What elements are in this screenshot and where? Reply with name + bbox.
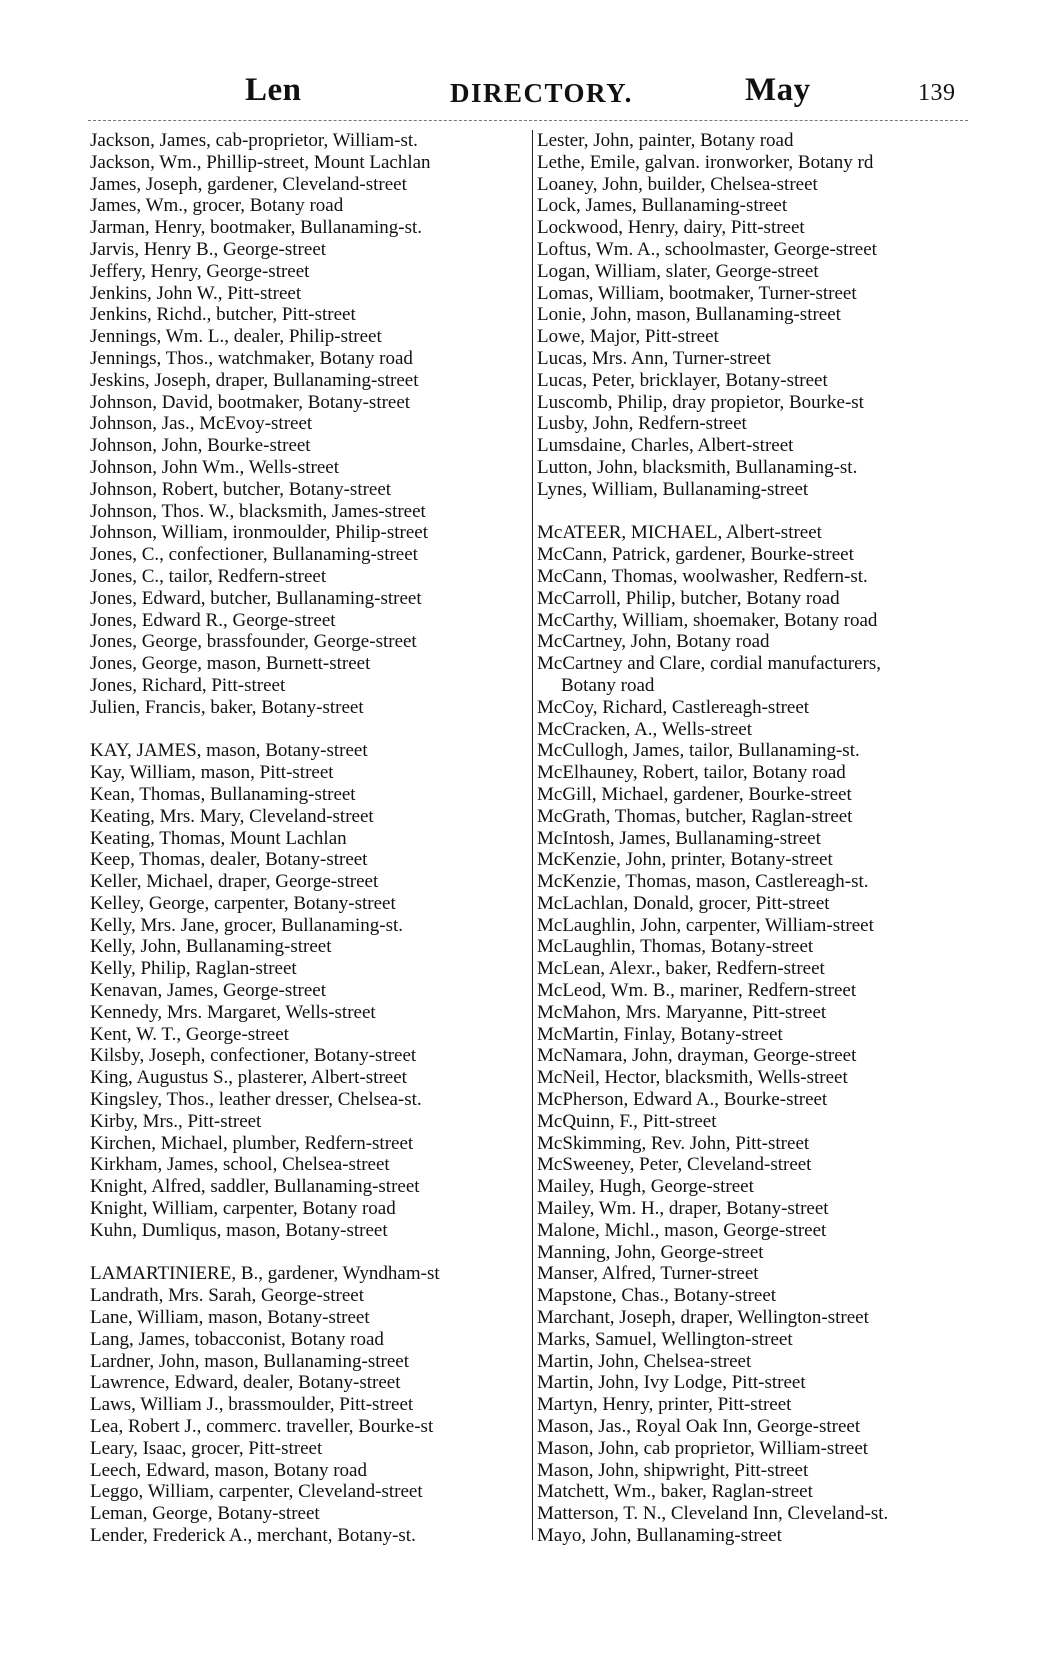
directory-entry: Mailey, Hugh, George-street — [537, 1176, 754, 1198]
directory-entry: Marchant, Joseph, draper, Wellington-street — [537, 1307, 869, 1329]
section-gap — [90, 1242, 530, 1264]
directory-entry: McElhauney, Robert, tailor, Botany road — [537, 762, 846, 784]
section-gap — [90, 719, 530, 741]
directory-entry: Johnson, Thos. W., blacksmith, James-street — [90, 500, 426, 522]
directory-entry: Lutton, John, blacksmith, Bullanaming-st. — [537, 456, 858, 478]
directory-entry: Lane, William, mason, Botany-street — [90, 1307, 370, 1329]
directory-entry: Kay, William, mason, Pitt-street — [90, 762, 334, 784]
directory-entry: McSweeney, Peter, Cleveland-street — [537, 1154, 812, 1176]
directory-entry: Johnson, William, ironmoulder, Philip-street — [90, 522, 428, 544]
directory-entry: McPherson, Edward A., Bourke-street — [537, 1089, 828, 1111]
directory-entry: Mayo, John, Bullanaming-street — [537, 1525, 782, 1546]
directory-entry: Malone, Michl., mason, George-street — [537, 1219, 827, 1241]
directory-entry: Mapstone, Chas., Botany-street — [537, 1285, 777, 1307]
directory-entry: LAMARTINIERE, B., gardener, Wyndham-st — [90, 1263, 440, 1285]
directory-entry: Mason, Jas., Royal Oak Inn, George-street — [537, 1416, 861, 1438]
directory-entry: Luscomb, Philip, dray propietor, Bourke-st — [537, 391, 864, 413]
directory-entry: Matchett, Wm., baker, Raglan-street — [537, 1481, 813, 1503]
directory-entry: McMahon, Mrs. Maryanne, Pitt-street — [537, 1001, 827, 1023]
directory-entry: Kelly, Philip, Raglan-street — [90, 958, 297, 980]
directory-entry: Leech, Edward, mason, Botany road — [90, 1459, 367, 1481]
directory-entry: Mailey, Wm. H., draper, Botany-street — [537, 1198, 829, 1220]
directory-entry: Jennings, Wm. L., dealer, Philip-street — [90, 326, 382, 348]
directory-entry: McGill, Michael, gardener, Bourke-street — [537, 783, 852, 805]
directory-entry: McKenzie, John, printer, Botany-street — [537, 849, 833, 871]
header-title: DIRECTORY. — [450, 78, 633, 108]
directory-entry: Jenkins, John W., Pitt-street — [90, 282, 302, 304]
section-gap — [537, 501, 969, 523]
directory-entry: McNeil, Hector, blacksmith, Wells-street — [537, 1067, 848, 1089]
directory-entry: McLaughlin, Thomas, Botany-street — [537, 936, 814, 958]
column-divider — [532, 130, 533, 1540]
directory-entry: Jarman, Henry, bootmaker, Bullanaming-st. — [90, 217, 423, 239]
directory-entry: McCracken, A., Wells-street — [537, 718, 752, 740]
directory-entry: Leary, Isaac, grocer, Pitt-street — [90, 1437, 323, 1459]
directory-entry: Keep, Thomas, dealer, Botany-street — [90, 849, 368, 871]
directory-entry: Laws, William J., brassmoulder, Pitt-street — [90, 1394, 414, 1416]
directory-entry: Martin, John, Ivy Lodge, Pitt-street — [537, 1372, 806, 1394]
directory-entry: Kennedy, Mrs. Margaret, Wells-street — [90, 1001, 376, 1023]
directory-entry: Keating, Thomas, Mount Lachlan — [90, 827, 347, 849]
directory-entry: Lucas, Peter, bricklayer, Botany-street — [537, 369, 828, 391]
directory-entry: McNamara, John, drayman, George-street — [537, 1045, 857, 1067]
directory-entry: Kelley, George, carpenter, Botany-street — [90, 892, 396, 914]
header-divider — [88, 120, 968, 121]
directory-entry: Julien, Francis, baker, Botany-street — [90, 696, 364, 718]
directory-entry: Loaney, John, builder, Chelsea-street — [537, 173, 818, 195]
directory-entry: Kelly, Mrs. Jane, grocer, Bullanaming-st. — [90, 914, 404, 936]
directory-entry: Johnson, John, Bourke-street — [90, 435, 311, 457]
directory-entry: Lethe, Emile, galvan. ironworker, Botany rd — [537, 151, 874, 173]
directory-entry: McLachlan, Donald, grocer, Pitt-street — [537, 892, 830, 914]
directory-entry: Kean, Thomas, Bullanaming-street — [90, 783, 356, 805]
directory-entry: Johnson, John Wm., Wells-street — [90, 456, 339, 478]
directory-entry: McGrath, Thomas, butcher, Raglan-street — [537, 805, 853, 827]
directory-entry: Keating, Mrs. Mary, Cleveland-street — [90, 805, 374, 827]
directory-entry: Jones, Edward, butcher, Bullanaming-street — [90, 587, 422, 609]
directory-entry: Lender, Frederick A., merchant, Botany-st. — [90, 1525, 416, 1546]
directory-entry: Jackson, James, cab-proprietor, William-st. — [90, 130, 418, 151]
directory-entry: McCann, Patrick, gardener, Bourke-street — [537, 544, 854, 566]
directory-entry: McMartin, Finlay, Botany-street — [537, 1023, 783, 1045]
page-number: 139 — [918, 80, 956, 106]
directory-entry: Jones, George, brassfounder, George-street — [90, 631, 417, 653]
directory-entry: James, Wm., grocer, Botany road — [90, 195, 344, 217]
page-header — [0, 0, 1056, 120]
header-right-guide-word: May — [745, 72, 811, 108]
directory-entry: McCarroll, Philip, butcher, Botany road — [537, 587, 840, 609]
directory-entry: McCullogh, James, tailor, Bullanaming-st. — [537, 740, 860, 762]
directory-entry: Lowe, Major, Pitt-street — [537, 326, 719, 348]
directory-entry: Lumsdaine, Charles, Albert-street — [537, 435, 794, 457]
directory-entry: Kenavan, James, George-street — [90, 980, 326, 1002]
directory-entry: Keller, Michael, draper, George-street — [90, 871, 379, 893]
directory-entry: Lang, James, tobacconist, Botany road — [90, 1328, 384, 1350]
directory-entry: Kilsby, Joseph, confectioner, Botany-street — [90, 1045, 417, 1067]
directory-entry: Loftus, Wm. A., schoolmaster, George-street — [537, 238, 877, 260]
directory-entry: Jenkins, Richd., butcher, Pitt-street — [90, 304, 356, 326]
directory-entry: Jeskins, Joseph, draper, Bullanaming-street — [90, 369, 419, 391]
directory-entry: Leggo, William, carpenter, Cleveland-street — [90, 1481, 423, 1503]
directory-entry: McLaughlin, John, carpenter, William-street — [537, 914, 874, 936]
directory-entry: Lawrence, Edward, dealer, Botany-street — [90, 1372, 401, 1394]
directory-entry: Jennings, Thos., watchmaker, Botany road — [90, 347, 413, 369]
directory-entry: Kirchen, Michael, plumber, Redfern-street — [90, 1132, 414, 1154]
directory-entry: Kuhn, Dumliqus, mason, Botany-street — [90, 1219, 388, 1241]
directory-entry: Logan, William, slater, George-street — [537, 260, 819, 282]
directory-entry: Knight, Alfred, saddler, Bullanaming-street — [90, 1176, 420, 1198]
directory-entry: Lomas, William, bootmaker, Turner-street — [537, 282, 857, 304]
directory-entry: Kirkham, James, school, Chelsea-street — [90, 1154, 390, 1176]
directory-entry: Kent, W. T., George-street — [90, 1023, 289, 1045]
directory-entry: Kingsley, Thos., leather dresser, Chelsea-st. — [90, 1089, 422, 1111]
header-left-guide-word: Len — [245, 72, 302, 108]
directory-entry: McCartney and Clare, cordial manufacturers, — [537, 653, 881, 675]
directory-entry: Jones, C., confectioner, Bullanaming-street — [90, 544, 418, 566]
left-column — [90, 130, 530, 1547]
directory-entry: McATEER, MICHAEL, Albert-street — [537, 522, 822, 544]
directory-entry: Jones, C., tailor, Redfern-street — [90, 565, 327, 587]
directory-entry: Marks, Samuel, Wellington-street — [537, 1328, 793, 1350]
directory-entry: Martyn, Henry, printer, Pitt-street — [537, 1394, 792, 1416]
directory-entry: Leman, George, Botany-street — [90, 1503, 320, 1525]
directory-entry: Johnson, Jas., McEvoy-street — [90, 413, 313, 435]
directory-entry: Matterson, T. N., Cleveland Inn, Cleveland-st. — [537, 1503, 889, 1525]
directory-entry: Kirby, Mrs., Pitt-street — [90, 1110, 262, 1132]
right-column — [537, 130, 969, 1547]
directory-entry: Landrath, Mrs. Sarah, George-street — [90, 1285, 364, 1307]
directory-entry: McCarthy, William, shoemaker, Botany road — [537, 609, 878, 631]
directory-entry: McKenzie, Thomas, mason, Castlereagh-st. — [537, 871, 869, 893]
directory-entry: McCann, Thomas, woolwasher, Redfern-st. — [537, 565, 868, 587]
directory-entry: McCoy, Richard, Castlereagh-street — [537, 696, 810, 718]
directory-entry: Lea, Robert J., commerc. traveller, Bourke-st — [90, 1416, 434, 1438]
directory-entry: Jeffery, Henry, George-street — [90, 260, 310, 282]
directory-entry: Kelly, John, Bullanaming-street — [90, 936, 332, 958]
directory-entry: Lardner, John, mason, Bullanaming-street — [90, 1350, 409, 1372]
directory-entry: McCartney, John, Botany road — [537, 631, 770, 653]
directory-entry: Jarvis, Henry B., George-street — [90, 238, 327, 260]
directory-entry: McIntosh, James, Bullanaming-street — [537, 827, 821, 849]
directory-entry: Johnson, Robert, butcher, Botany-street — [90, 478, 392, 500]
directory-entry: Jones, Edward R., George-street — [90, 609, 336, 631]
directory-entry: Lusby, John, Redfern-street — [537, 413, 747, 435]
directory-entry: Lockwood, Henry, dairy, Pitt-street — [537, 217, 805, 239]
directory-entry: Jones, Richard, Pitt-street — [90, 674, 286, 696]
directory-entry: KAY, JAMES, mason, Botany-street — [90, 740, 368, 762]
directory-entry: Jackson, Wm., Phillip-street, Mount Lachlan — [90, 151, 431, 173]
directory-entry: Lynes, William, Bullanaming-street — [537, 478, 809, 500]
directory-entry: Botany road — [561, 674, 655, 696]
directory-entry: Knight, William, carpenter, Botany road — [90, 1198, 396, 1220]
directory-entry: Lock, James, Bullanaming-street — [537, 195, 788, 217]
directory-entry: Mason, John, shipwright, Pitt-street — [537, 1459, 809, 1481]
directory-entry: Lester, John, painter, Botany road — [537, 130, 794, 151]
directory-entry: Martin, John, Chelsea-street — [537, 1350, 752, 1372]
directory-entry: McLean, Alexr., baker, Redfern-street — [537, 958, 825, 980]
directory-entry: Manning, John, George-street — [537, 1241, 764, 1263]
directory-entry: McSkimming, Rev. John, Pitt-street — [537, 1132, 810, 1154]
directory-entry: McQuinn, F., Pitt-street — [537, 1110, 717, 1132]
directory-entry: Mason, John, cab proprietor, William-street — [537, 1437, 869, 1459]
directory-entry: Manser, Alfred, Turner-street — [537, 1263, 759, 1285]
directory-entry: Jones, George, mason, Burnett-street — [90, 653, 371, 675]
directory-entry: Lonie, John, mason, Bullanaming-street — [537, 304, 841, 326]
directory-entry: James, Joseph, gardener, Cleveland-street — [90, 173, 407, 195]
directory-entry: Lucas, Mrs. Ann, Turner-street — [537, 347, 771, 369]
directory-entry: King, Augustus S., plasterer, Albert-street — [90, 1067, 407, 1089]
directory-entry: McLeod, Wm. B., mariner, Redfern-street — [537, 980, 857, 1002]
directory-entry: Johnson, David, bootmaker, Botany-street — [90, 391, 411, 413]
